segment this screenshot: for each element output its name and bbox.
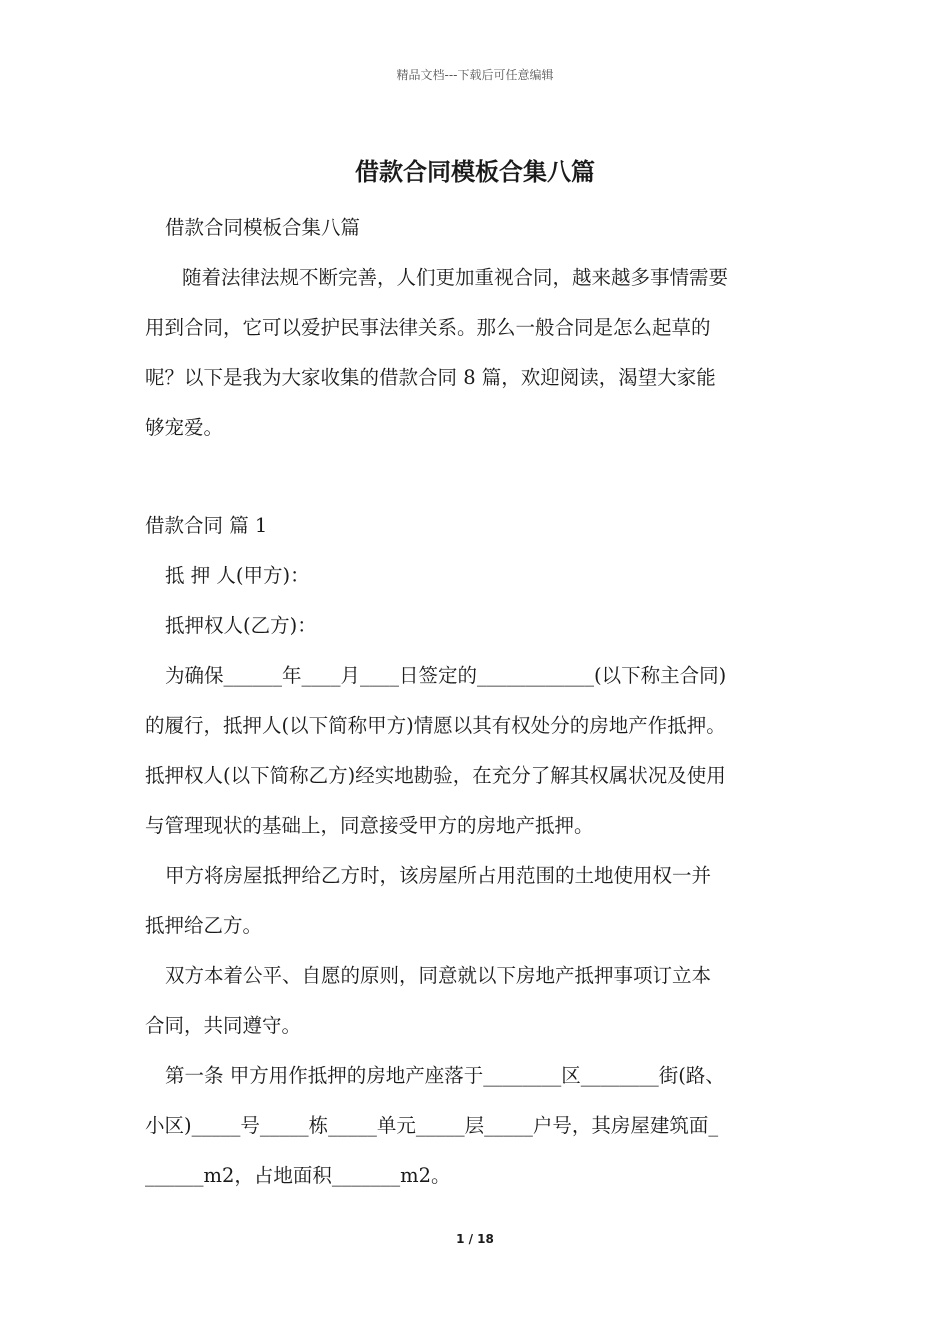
paragraph-line: 抵押权人(以下简称乙方)经实地勘验，在充分了解其权属状况及使用 (145, 764, 726, 787)
paragraph-line: 的履行，抵押人(以下简称甲方)情愿以其有权处分的房地产作抵押。 (145, 714, 726, 737)
paragraph-line: 抵 押 人(甲方)： (165, 564, 310, 587)
paragraph-line: 甲方将房屋抵押给乙方时，该房屋所占用范围的土地使用权一并 (165, 864, 712, 887)
paragraph-line: 抵押权人(乙方)： (165, 614, 317, 637)
section-heading: 借款合同 篇 1 (145, 514, 268, 537)
paragraph-line: 双方本着公平、自愿的原则，同意就以下房地产抵押事项订立本 (165, 964, 712, 987)
paragraph-line: 抵押给乙方。 (145, 914, 263, 937)
paragraph-line: 小区)_____号_____栋_____单元_____层_____户号，其房屋建筑面_ (145, 1114, 719, 1137)
page-header: 精品文档---下载后可任意编辑 (396, 68, 554, 82)
paragraph-line: 用到合同，它可以爱护民事法律关系。那么一般合同是怎么起草的 (145, 316, 711, 339)
paragraph-line: 与管理现状的基础上，同意接受甲方的房地产抵押。 (145, 814, 594, 837)
subtitle-line: 借款合同模板合集八篇 (165, 216, 361, 239)
paragraph-line: ______m2，占地面积_______m2。 (145, 1164, 451, 1187)
paragraph-line: 呢？以下是我为大家收集的借款合同 8 篇，欢迎阅读，渴望大家能 (145, 366, 716, 389)
page-number: 1 / 18 (456, 1232, 494, 1246)
paragraph-line: 第一条 甲方用作抵押的房地产座落于________区________街(路、 (165, 1064, 725, 1087)
paragraph-line: 够宠爱。 (145, 416, 224, 439)
paragraph-line: 为确保______年____月____日签定的____________(以下称主合同) (165, 664, 727, 687)
paragraph-line: 随着法律法规不断完善，人们更加重视合同，越来越多事情需要 (182, 266, 729, 289)
paragraph-line: 合同，共同遵守。 (145, 1014, 302, 1037)
document-title: 借款合同模板合集八篇 (355, 158, 595, 186)
